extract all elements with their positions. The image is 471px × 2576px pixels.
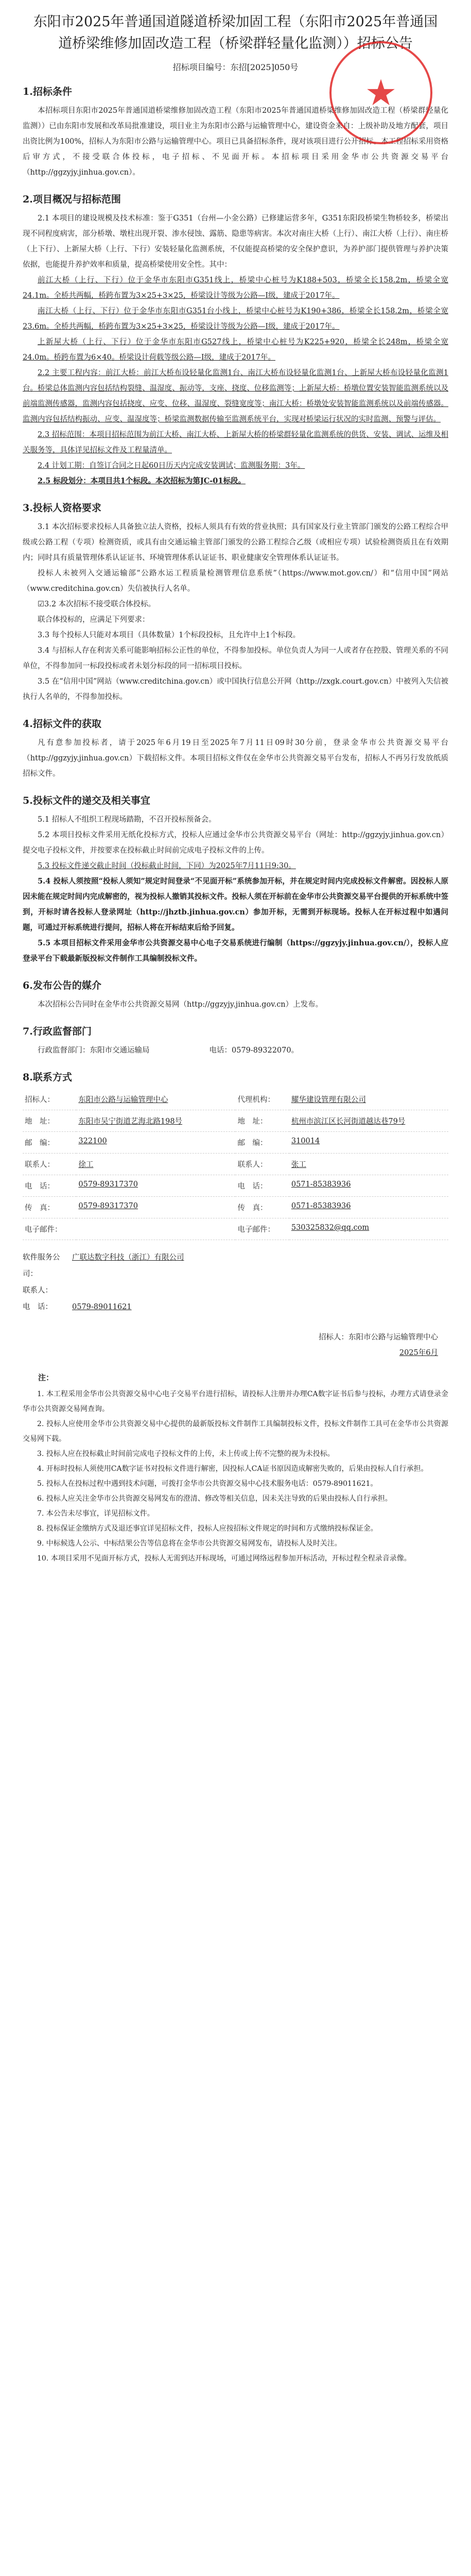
contact-label: 电 话：: [235, 1175, 289, 1197]
section: [23, 793, 448, 967]
section: [23, 500, 448, 705]
software-service-block: [23, 1249, 448, 1315]
note-item: 9. 中标候选人公示、中标结果公告等信息将在金华市公共资源交易网发布，请投标人及时关注。: [37, 1539, 342, 1548]
agent-label: 联系人：: [23, 1286, 53, 1295]
contact-label: 邮 编：: [235, 1132, 289, 1154]
contact-value: 0579-89317370: [76, 1197, 235, 1218]
contact-label: 传 真：: [235, 1197, 289, 1218]
paragraph: 5.4 投标人须按照“投标人须知”规定时间登录“不见面开标”系统参加开标，并在规定时间内完成投标文件解密。因投标人原因未能在规定时间内完成解密的，视为投标人撤销其投标文件。投标人须在开标前在金华市公共资源交易平台提供的开标系统中签到，开标时请各投标人登录网址（http://jhztb.jinhua.gov.cn）参加开标，无需到开标现场。投标人在开标过程中如遇问题，可通过开标系统进行提问，招标人将在开标结束后给予回复。: [23, 877, 448, 932]
paragraph: 2.2 主要工程内容：前江大桥：前江大桥布设轻量化监测1台、南江大桥布设轻量化监测1台、上新屋大桥布设轻量化监测1台。桥梁总体监测内容包括结构裂缝、温湿度、振动等，支座、挠度、位移监测等；上新屋大桥：桥墩位置安装智能监测系统以及前端监测传感器，监测内容包括挠度、应变、位移、温湿度、裂缝宽度等；南江大桥：桥墩处安装智能监测系统以及前端传感器。监测内容包括结构振动、应变、温湿度等；桥梁监测数据传输至监测系统平台，实现对桥梁运行状况的实时监测、预警与评估。: [23, 369, 448, 423]
paragraph: 凡有意参加投标者，请于2025年6月19日至2025年7月11日09时30分前，登录金华市公共资源交易平台（http://ggzyjy.jinhua.gov.cn）下载招标文件。本项目招标文件仅在金华市公共资源交易平台发布，招标人不再另行发放纸质招标文件。: [23, 739, 448, 778]
contact-label: 联系人：: [235, 1154, 289, 1175]
section: [23, 1024, 448, 1058]
contact-value: [76, 1218, 235, 1240]
seal-stamp: [329, 41, 432, 144]
section-title: 6.发布公告的媒介: [23, 980, 101, 991]
contact-value: 张工: [289, 1154, 448, 1175]
signature-date: 2025年6月: [399, 1349, 438, 1357]
paragraph: ☑3.2 本次招标不接受联合体投标。: [38, 600, 156, 608]
section: [23, 192, 448, 489]
section-title: 3.投标人资格要求: [23, 502, 101, 514]
note-item: 1. 本工程采用金华市公共资源交易中心电子交易平台进行招标，请投标人注册并办理CA数字证书后参与投标，办理方式请登录金华市公共资源交易网查询。: [23, 1390, 448, 1413]
paragraph: 本招标项目东阳市2025年普通国道桥梁维修加固改造工程（东阳市2025年普通国道桥梁维修加固改造工程（桥梁群轻量化监测））已由东阳市发展和改革局批准建设，项目业主为东阳市公路与运输管理中心，建设资金来自：上级补助及地方配套，项目出资比例为100%，招标人为东阳市公路与运输管理中心。项目已具备招标条件，现对该项目进行公开招标。本工程招标采用资格后审方式，不接受联合体投标，电子招标、不见面开标。本招标项目采用金华市公共资源交易平台（http://ggzyjy.jinhua.gov.cn）。: [23, 107, 448, 177]
agent-row: [23, 1282, 448, 1299]
section-title: 7.行政监督部门: [23, 1026, 92, 1037]
contact-value: 徐工: [76, 1154, 235, 1175]
contact-label: 招标人：: [23, 1089, 76, 1110]
section: [23, 978, 448, 1012]
paragraph: 5.1 招标人不组织工程现场踏勘，不召开投标预备会。: [38, 816, 216, 824]
section-title: 1.招标条件: [23, 86, 72, 97]
star-icon: ★: [364, 72, 397, 114]
contact-row: [23, 1154, 448, 1175]
note-item: 5. 投标人在投标过程中遇到技术问题，可拨打金华市公共资源交易中心技术服务电话：0579-89011621。: [37, 1480, 378, 1488]
paragraph: 2.5 标段划分：本项目共1个标段。本次招标为第JC-01标段。: [38, 477, 246, 485]
contact-value: 0571-85383936: [289, 1175, 448, 1197]
contact-value: 东阳市公路与运输管理中心: [76, 1089, 235, 1110]
paragraph: 2.1 本项目的建设规模及技术标准：鉴于G351（台州—小金公路）已修建运营多年，G351东阳段桥梁生物桥较多，桥梁出现不同程度病害，部分桥墩、墩柱出现开裂、渗水侵蚀、露筋、隐患等病害。本次对南庄大桥（上行）、南江大桥（上行）、南庄桥（上下行）、上新屋大桥（上行、下行）安装轻量化监测系统，不仅能提高桥梁的安全保护意识，为养护部门提供管理与养护决策依据，也能提升养护效率和质量，提高桥梁使用安全性。其中：: [23, 214, 448, 269]
contact-value: 东阳市吴宁街道艺海北路198号: [76, 1110, 235, 1132]
section-title: 4.招标文件的获取: [23, 718, 101, 730]
contact-label: 地 址：: [235, 1110, 289, 1132]
contact-row: [23, 1132, 448, 1154]
contact-value: 耀华建设管理有限公司: [289, 1089, 448, 1110]
contact-value: 杭州市滨江区长河街道越达巷79号: [289, 1110, 448, 1132]
paragraph: 南江大桥（上行、下行）位于金华市东阳市G351台小线上，桥梁中心桩号为K190+386，桥梁全长158.2m，桥梁全宽23.6m。全桥共两幅，桥跨布置为3×25+3×25，桥梁设计等级为公路—Ⅰ级，建成于2017年。: [23, 307, 448, 331]
paragraph: 前江大桥（上行、下行）位于金华市东阳市G351线上，桥梁中心桩号为K188+503，桥梁全长158.2m，桥梁全宽24.1m。全桥共两幅，桥跨布置为3×25+3×25，桥梁设计等级为公路—Ⅰ级，建成于2017年。: [23, 276, 448, 300]
contact-label: 邮 编：: [23, 1132, 76, 1154]
agent-label: 电 话：: [23, 1303, 53, 1311]
contact-value: 0579-89317370: [76, 1175, 235, 1197]
contact-row: [23, 1218, 448, 1240]
agent-value: 广联达数字科技（浙江）有限公司: [72, 1253, 184, 1262]
paragraph: 行政监督部门：东阳市交通运输局 电话：0579-89322070。: [38, 1046, 299, 1055]
section: [23, 716, 448, 782]
sections-container: [23, 84, 448, 1083]
contact-label: 代理机构：: [235, 1089, 289, 1110]
note-item: 7. 本公告未尽事宜，详见招标文件。: [37, 1510, 154, 1518]
contact-value: 322100: [76, 1132, 235, 1154]
paragraph: 2.4 计划工期：自签订合同之日起60日历天内完成安装调试；监测服务期：3年。: [38, 462, 305, 470]
notes-title: 注：: [38, 1373, 54, 1382]
note-item: 2. 投标人应使用金华市公共资源交易中心提供的最新版投标文件制作工具编制投标文件，投标文件制作工具可在金华市公共资源交易网下载。: [23, 1420, 448, 1443]
project-number: 招标项目编号：东招[2025]050号: [172, 62, 299, 72]
paragraph: 3.4 与招标人存在利害关系可能影响招标公正性的单位，不得参加投标。单位负责人为同一人或者存在控股、管理关系的不同单位，不得参加同一标段投标或者未划分标段的同一招标项目投标。: [23, 647, 448, 670]
section-title: 2.项目概况与招标范围: [23, 194, 121, 205]
note-item: 3. 投标人应在投标截止时间前完成电子投标文件的上传，未上传或上传不完整的视为未投标。: [37, 1450, 335, 1458]
agent-label: 软件服务公司：: [23, 1253, 60, 1278]
contact-label: 电子邮件：: [235, 1218, 289, 1240]
agent-row: [23, 1299, 448, 1315]
paragraph: 上新屋大桥（上行、下行）位于金华市东阳市G527线上，桥梁中心桩号为K225+920，桥梁全长248m，桥梁全宽24.0m。桥跨布置为6×40。桥梁设计荷载等级公路—Ⅰ级，建成于2017年。: [23, 338, 448, 362]
paragraph: 3.3 每个投标人只能对本项目（具体数量）1个标段投标，且允许中上1个标段。: [38, 631, 301, 639]
paragraph: 2.3 招标范围：本项目招标范围为前江大桥、南江大桥、上新屋大桥的桥梁群轻量化监测系统的供货、安装、调试、运维及相关服务等，具体详见招标文件及工程量清单。: [23, 431, 448, 454]
section-title: 8.联系方式: [23, 1072, 72, 1083]
signature-org: 招标人：东阳市公路与运输管理中心: [319, 1333, 438, 1342]
contact-label: 地 址：: [23, 1110, 76, 1132]
note-item: 6. 投标人应关注金华市公共资源交易网发布的澄清、修改等相关信息，因未关注导致的后果由投标人自行承担。: [37, 1495, 392, 1503]
note-item: 4. 开标时投标人须使用CA数字证书对投标文件进行解密，因投标人CA证书原因造成解密失败的，后果由投标人自行承担。: [37, 1465, 428, 1473]
paragraph: 3.1 本次招标要求投标人具备独立法人资格，投标人须具有有效的营业执照；具有国家及行业主管部门颁发的公路工程综合甲级或公路工程（专项）检测资质，或具有由交通运输主管部门颁发的公路工程综合乙级（或相应专项）试验检测资质且在有效期内；同时具有质量管理体系认证证书、环境管理体系认证证书、职业健康安全管理体系认证证书。: [23, 523, 448, 562]
agent-row: [23, 1249, 448, 1282]
contact-value: 530325832@qq.com: [289, 1218, 448, 1240]
section-title: 5.投标文件的递交及相关事宜: [23, 795, 150, 806]
paragraph: 本次招标公告同时在金华市公共资源交易网（http://ggzyjy.jinhua.gov.cn）上发布。: [38, 1001, 323, 1009]
section: [23, 1070, 448, 1083]
contact-value: 310014: [289, 1132, 448, 1154]
contact-value: 0571-85383936: [289, 1197, 448, 1218]
note-item: 8. 投标保证金缴纳方式及退还事宜详见招标文件，投标人应按招标文件规定的时间和方式缴纳投标保证金。: [37, 1524, 378, 1533]
page-title: 东阳市2025年普通国道隧道桥梁加固工程（东阳市2025年普通国道桥梁维修加固改造工程（桥梁群轻量化监测））招标公告: [33, 14, 438, 52]
contact-label: 联系人：: [23, 1154, 76, 1175]
paragraph: 5.5 本项目招标文件采用金华市公共资源交易中心电子交易系统进行编制（https://ggzyjy.jinhua.gov.cn/），投标人应登录平台下载最新版投标文件制作工具编制投标文件。: [23, 939, 448, 963]
paragraph: 3.5 在“信用中国”网站（www.creditchina.gov.cn）或中国执行信息公开网（http://zxgk.court.gov.cn）中被列入失信被执行人名单的，不得参加投标。: [23, 677, 448, 701]
signature-block: [23, 1330, 448, 1361]
agent-value: 0579-89011621: [72, 1303, 132, 1311]
paragraph: 5.3 投标文件递交截止时间（投标截止时间，下同）为2025年7月11日9:30。: [38, 862, 296, 870]
paragraph: 5.2 本项目投标文件采用无纸化投标方式，投标人应通过金华市公共资源交易平台（网址：http://ggzyjy.jinhua.gov.cn）提交电子投标文件，并按要求在投标截止时间前完成电子投标文件的上传。: [23, 831, 448, 855]
contact-row: [23, 1089, 448, 1110]
contact-row: [23, 1175, 448, 1197]
paragraph: 联合体投标的，应满足下列要求：: [38, 616, 150, 624]
contact-label: 电子邮件：: [23, 1218, 76, 1240]
contact-row: [23, 1197, 448, 1218]
contact-table: [23, 1089, 448, 1240]
contact-label: 电 话：: [23, 1175, 76, 1197]
note-item: 10. 本项目采用不见面开标方式，投标人无需到达开标现场，可通过网络远程参加开标活动，开标过程全程录音录像。: [37, 1554, 411, 1563]
contact-row: [23, 1110, 448, 1132]
paragraph: 投标人未被列入交通运输部“公路水运工程质量检测管理信息系统”（https://www.mot.gov.cn/）和“信用中国”网站（www.creditchina.gov.cn）失信被执行人名单。: [23, 569, 448, 593]
notes-block: [23, 1372, 448, 1566]
contact-label: 传 真：: [23, 1197, 76, 1218]
